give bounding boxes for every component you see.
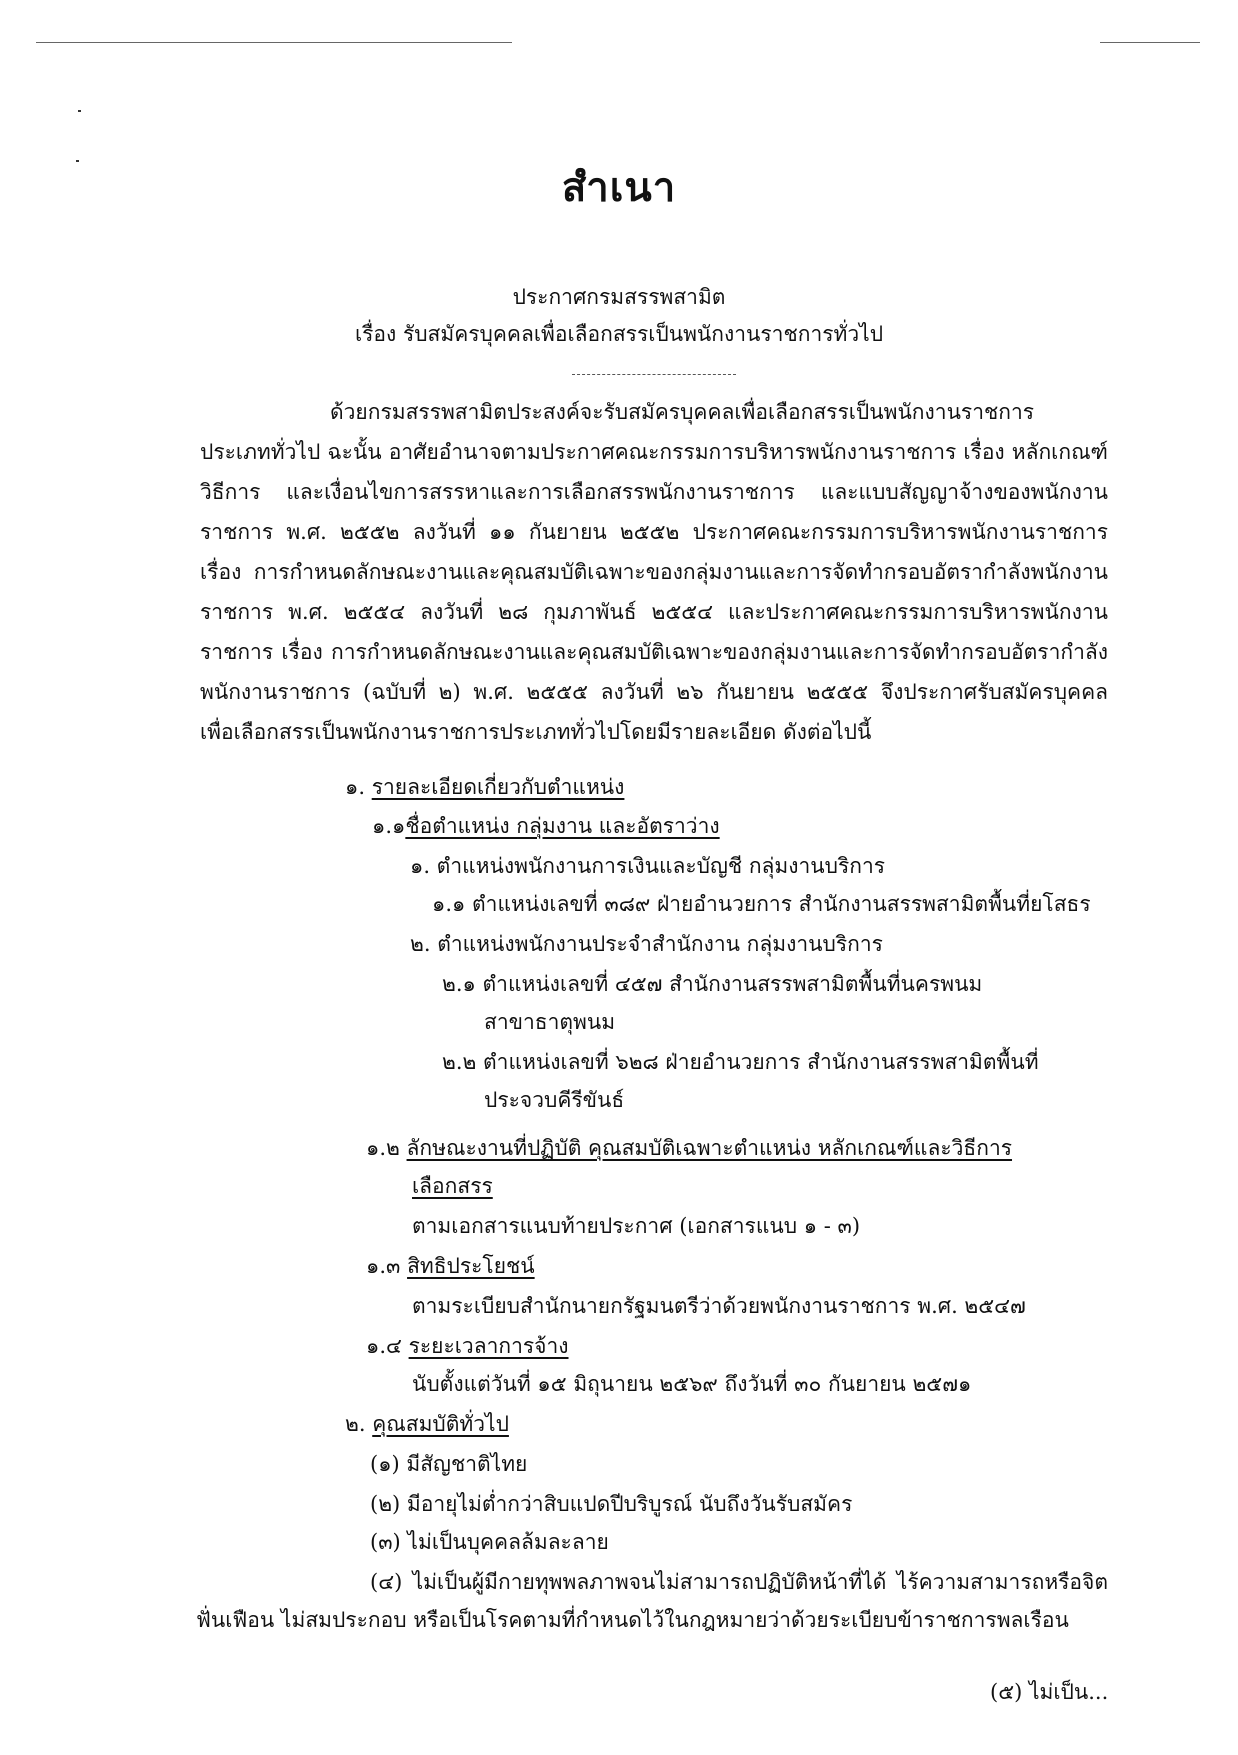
section-2-heading: [345, 1410, 509, 1438]
title-separator: [572, 374, 736, 375]
scan-top-rule-right: [1100, 42, 1200, 43]
qualification-item: (๔) ไม่เป็นผู้มีกายทุพพลภาพจนไม่สามารถปฏิบัติหน้าที่ได้ ไร้ความสามารถหรือจิต: [370, 1570, 1108, 1594]
position-item: ๒. ตำแหน่งพนักงานประจำสำนักงาน กลุ่มงานบริการ: [410, 932, 883, 956]
position-subitem-cont: ประจวบคีรีขันธ์: [484, 1088, 625, 1112]
subsection-number: ๑.๓: [366, 1254, 401, 1278]
subsection-number: ๑.๑: [372, 814, 406, 838]
qualification-item-cont: ฟั่นเฟือน ไม่สมประกอบ หรือเป็นโรคตามที่กำหนดไว้ในกฎหมายว่าด้วยระเบียบข้าราชการพลเรือน: [196, 1608, 1069, 1632]
subsection-body: ตามระเบียบสำนักนายกรัฐมนตรีว่าด้วยพนักงานราชการ พ.ศ. ๒๕๔๗: [412, 1294, 1026, 1318]
intro-line: พนักงานราชการ (ฉบับที่ ๒) พ.ศ. ๒๕๕๕ ลงวันที่ ๒๖ กันยายน ๒๕๕๕ จึงประกาศรับสมัครบุคคล: [200, 680, 1108, 704]
section-number: ๒.: [345, 1412, 366, 1436]
intro-line: วิธีการ และเงื่อนไขการสรรหาและการเลือกสรรพนักงานราชการ และแบบสัญญาจ้างของพนักงาน: [200, 480, 1108, 504]
subsection-number: ๑.๔: [366, 1334, 402, 1358]
subsection-title: สิทธิประโยชน์: [407, 1254, 535, 1278]
subsection-body: ตามเอกสารแนบท้ายประกาศ (เอกสารแนบ ๑ - ๓): [412, 1214, 861, 1238]
subsection-number: ๑.๒: [366, 1136, 400, 1160]
continuation-catchword: (๕) ไม่เป็น...: [990, 1680, 1109, 1704]
copy-stamp: สำเนา: [561, 164, 677, 211]
scan-top-rule-left: [36, 42, 512, 43]
intro-line: เรื่อง การกำหนดลักษณะงานและคุณสมบัติเฉพาะของกลุ่มงานและการจัดทำกรอบอัตรากำลังพนักงาน: [200, 560, 1108, 584]
subsection-title: ลักษณะงานที่ปฏิบัติ คุณสมบัติเฉพาะตำแหน่ง หลักเกณฑ์และวิธีการ: [406, 1136, 1013, 1160]
section-number: ๑.: [345, 775, 366, 799]
position-subitem: ๑.๑ ตำแหน่งเลขที่ ๓๘๙ ฝ่ายอำนวยการ สำนักงานสรรพสามิตพื้นที่ยโสธร: [432, 892, 1091, 916]
announcement-subject: เรื่อง รับสมัครบุคคลเพื่อเลือกสรรเป็นพนักงานราชการทั่วไป: [354, 322, 884, 346]
subsection-title: ระยะเวลาการจ้าง: [408, 1334, 569, 1358]
position-subitem: ๒.๑ ตำแหน่งเลขที่ ๔๕๗ สำนักงานสรรพสามิตพื้นที่นครพนม: [442, 972, 983, 996]
subsection-body: นับตั้งแต่วันที่ ๑๕ มิถุนายน ๒๕๖๙ ถึงวันที่ ๓๐ กันยายน ๒๕๗๑: [412, 1372, 972, 1396]
qualification-item: (๒) มีอายุไม่ต่ำกว่าสิบแปดปีบริบูรณ์ นับถึงวันรับสมัคร: [370, 1492, 853, 1516]
intro-line: ราชการ พ.ศ. ๒๕๕๒ ลงวันที่ ๑๑ กันยายน ๒๕๕๒ ประกาศคณะกรรมการบริหารพนักงานราชการ: [200, 520, 1108, 544]
section-1-heading: [345, 773, 624, 801]
position-subitem: ๒.๒ ตำแหน่งเลขที่ ๖๒๘ ฝ่ายอำนวยการ สำนักงานสรรพสามิตพื้นที่: [442, 1050, 1039, 1074]
intro-line: ราชการ เรื่อง การกำหนดลักษณะงานและคุณสมบัติเฉพาะของกลุ่มงานและการจัดทำกรอบอัตรากำลัง: [200, 640, 1108, 664]
intro-line: เพื่อเลือกสรรเป็นพนักงานราชการประเภททั่วไปโดยมีรายละเอียด ดังต่อไปนี้: [200, 720, 872, 744]
intro-line: ด้วยกรมสรรพสามิตประสงค์จะรับสมัครบุคคลเพื่อเลือกสรรเป็นพนักงานราชการ: [330, 400, 1035, 424]
subsection-1-3-heading: [366, 1252, 535, 1280]
section-title: คุณสมบัติทั่วไป: [372, 1412, 509, 1436]
subsection-1-4-heading: [366, 1332, 569, 1360]
qualification-item: (๑) มีสัญชาติไทย: [370, 1452, 528, 1476]
subsection-1-1-heading: [372, 812, 720, 840]
position-item: ๑. ตำแหน่งพนักงานการเงินและบัญชี กลุ่มงานบริการ: [410, 854, 886, 878]
scan-speck: [78, 110, 81, 112]
subsection-title-cont: เลือกสรร: [412, 1174, 493, 1198]
announcement-issuer: ประกาศกรมสรรพสามิต: [512, 285, 726, 309]
subsection-1-2-heading: [366, 1134, 1012, 1162]
section-title: รายละเอียดเกี่ยวกับตำแหน่ง: [371, 775, 625, 799]
qualification-item: (๓) ไม่เป็นบุคคลล้มละลาย: [370, 1530, 609, 1554]
intro-line: ประเภททั่วไป ฉะนั้น อาศัยอำนาจตามประกาศคณะกรรมการบริหารพนักงานราชการ เรื่อง หลักเกณฑ์: [200, 440, 1108, 464]
intro-line: ราชการ พ.ศ. ๒๕๕๔ ลงวันที่ ๒๘ กุมภาพันธ์ ๒๕๕๔ และประกาศคณะกรรมการบริหารพนักงาน: [200, 600, 1108, 624]
position-subitem-cont: สาขาธาตุพนม: [484, 1010, 616, 1034]
subsection-title: ชื่อตำแหน่ง กลุ่มงาน และอัตราว่าง: [405, 814, 720, 838]
